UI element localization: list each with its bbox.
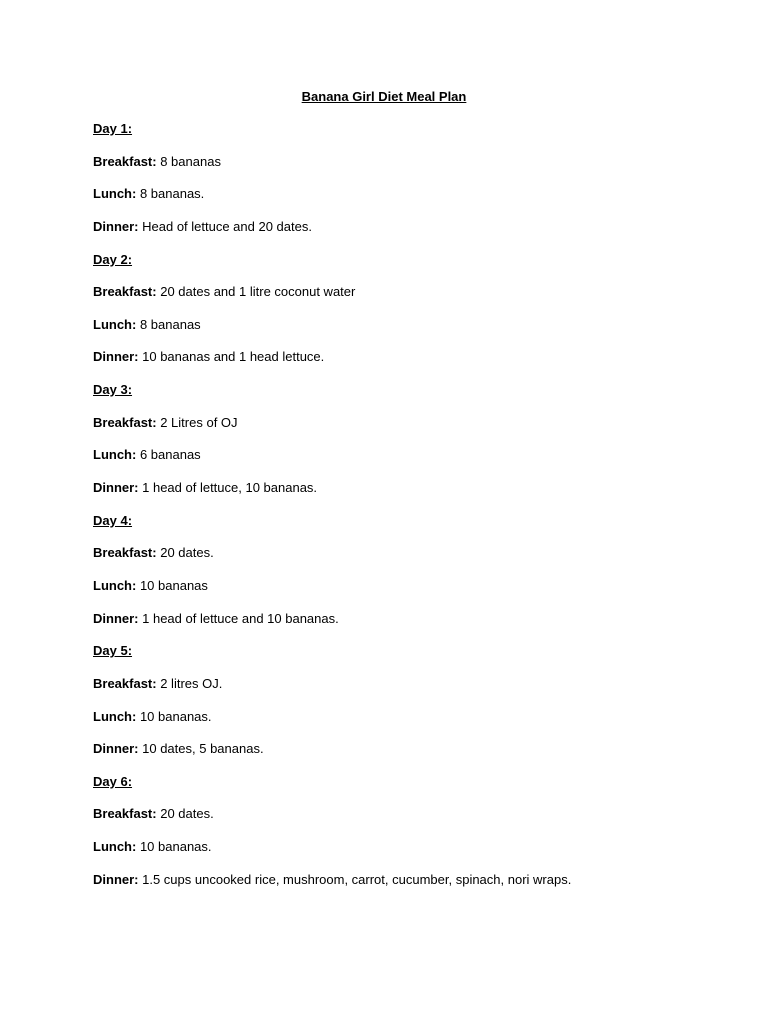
meal-label: Breakfast:	[93, 284, 157, 300]
meal-line-breakfast	[93, 414, 713, 447]
meal-text: 20 dates.	[160, 545, 214, 561]
meal-text: 1 head of lettuce and 10 bananas.	[142, 610, 339, 626]
meal-line-dinner	[93, 479, 713, 512]
meal-label: Breakfast:	[93, 675, 157, 691]
meal-label: Lunch:	[93, 839, 137, 855]
meal-text: 10 dates, 5 bananas.	[142, 741, 264, 757]
day-heading: Day 4:	[93, 512, 133, 528]
meal-line-dinner	[93, 610, 713, 643]
day-heading: Day 3:	[93, 382, 133, 398]
meal-label: Lunch:	[93, 577, 137, 593]
meal-text: 1.5 cups uncooked rice, mushroom, carrot, cucumber, spinach, nori wraps.	[142, 871, 572, 887]
meal-text: 6 bananas	[139, 447, 201, 463]
meal-text: 10 bananas and 1 head lettuce.	[142, 349, 325, 365]
meal-line-lunch	[93, 577, 713, 610]
meal-line-dinner	[93, 218, 713, 251]
meal-text: 2 litres OJ.	[160, 675, 223, 691]
meal-line-breakfast	[93, 544, 713, 577]
meal-line-lunch	[93, 708, 713, 741]
meal-line-lunch	[93, 446, 713, 479]
meal-line-dinner	[93, 871, 713, 904]
meal-label: Lunch:	[93, 186, 137, 202]
meal-text: 8 bananas	[160, 153, 221, 169]
meal-text: Head of lettuce and 20 dates.	[142, 218, 312, 234]
meal-label: Dinner:	[93, 871, 139, 887]
meal-label: Lunch:	[93, 708, 137, 724]
meal-label: Breakfast:	[93, 806, 157, 822]
meal-label: Lunch:	[93, 316, 137, 332]
meal-line-breakfast	[93, 153, 713, 186]
meal-label: Breakfast:	[93, 153, 157, 169]
meal-line-breakfast	[93, 675, 713, 708]
meal-text: 2 Litres of OJ	[160, 414, 238, 430]
day-heading: Day 1:	[93, 121, 133, 136]
meal-label: Dinner:	[93, 741, 139, 757]
meal-label: Dinner:	[93, 349, 139, 365]
meal-line-dinner	[93, 740, 713, 773]
meal-text: 8 bananas.	[139, 186, 205, 202]
meal-line-lunch	[93, 185, 713, 218]
document-title: Banana Girl Diet Meal Plan	[301, 89, 467, 104]
meal-text: 10 bananas	[139, 577, 208, 593]
meal-line-lunch	[93, 316, 713, 349]
meal-text: 1 head of lettuce, 10 bananas.	[142, 480, 318, 496]
meal-label: Breakfast:	[93, 414, 157, 430]
meal-label: Dinner:	[93, 218, 139, 234]
meal-text: 10 bananas.	[139, 708, 212, 724]
meal-line-breakfast	[93, 805, 713, 838]
meal-line-lunch	[93, 838, 713, 871]
meal-label: Lunch:	[93, 447, 137, 463]
meal-label: Dinner:	[93, 610, 139, 626]
meal-label: Breakfast:	[93, 545, 157, 561]
day-heading: Day 6:	[93, 773, 133, 789]
meal-line-dinner	[93, 348, 713, 381]
day-heading: Day 5:	[93, 643, 133, 659]
meal-text: 20 dates.	[160, 806, 214, 822]
meal-text: 8 bananas	[139, 316, 201, 332]
day-heading: Day 2:	[93, 251, 133, 267]
meal-text: 20 dates and 1 litre coconut water	[160, 284, 356, 300]
meal-label: Dinner:	[93, 480, 139, 496]
meal-text: 10 bananas.	[139, 839, 212, 855]
meal-plan-body	[93, 120, 713, 903]
meal-line-breakfast	[93, 283, 713, 316]
